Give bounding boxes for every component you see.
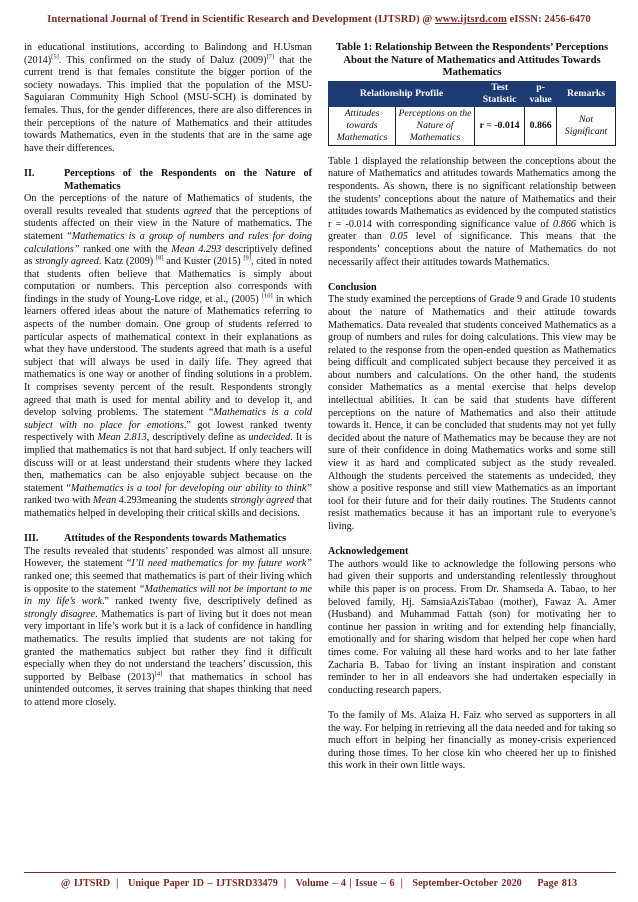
- journal-name: International Journal of Trend in Scientific Research and Development (IJTSRD) @: [47, 14, 433, 25]
- page-footer: @ IJTSRD | Unique Paper ID – IJTSRD33479 | Volume – 4 | Issue – 6 | September-October 2020 Page 813: [60, 878, 578, 889]
- footer-volume: Volume – 4 | Issue – 6: [295, 878, 395, 889]
- footer-brand: @ IJTSRD: [60, 878, 111, 889]
- table-cell: Attitudes towards Mathematics: [336, 107, 388, 143]
- paragraph: To the family of Ms. Alaiza H. Faiz who served as supporters in all the way. For helping in retrieving all the data needed and for taking so much effort in helping her financially as money-crisis experienced during those times. To her close kin who cheered her up to finished this work in their own little ways.: [328, 709, 616, 772]
- table-header: Test Statistic: [475, 81, 525, 106]
- table-row: [329, 106, 616, 145]
- conclusion-heading: Conclusion: [328, 281, 377, 293]
- paragraph: The study examined the perceptions of Grade 9 and Grade 10 students about the nature of Mathematics and their attitude towards Mathematics. Data revealed that students conceived Mathematics as a group of numbers and rules for doing calculations. This view may be related to the response from the open-ended question as Mathematics being difficult and complicated subject because they perceived it as about numbers and calculations. On the other hand, the students consider Mathematics as a mental exercise that helps develop intellectual abilities. It can be said that students have different perceptions on the nature of Mathematics and also their attitude towards it. Hence, it can be concluded that students may not yet fully decided about the nature of Mathematics may be because they are not sure of their confidence in doing Mathematics works and some still view it as hard and complicated subject as the study revealed. Although the students perceived the statements as undecided, they show a positive response and still view Mathematics as an important tool for their future and for their daily routines. The Students cannot resist mathematics because it has an important rule to everyone’s living.: [328, 294, 616, 532]
- paragraph: The results revealed that students’ responded was almost all unsure. However, the statement “I’ll need mathematics for my future work” ranked one; this seemed that mathematics is part of their living which is opposite to the statement “Mathematics will not be important to me in my life’s work.” ranked twenty five, descriptively defined as strongly disagree. Mathematics is part of living but it does not mean very important in life’s work but it is a lack of confidence in handling mathematics. The results implied that students are not taking for granted the mathematics subject but rather they find it difficult especially when they do not understand the teachers’ discussion, this supported by Belbase (2013)[4] that mathematics in school has unintended outcomes, it serves training that shapes thinking that need to attend more closely.: [24, 545, 313, 708]
- paragraph: On the perceptions of the nature of Mathematics of students, the overall results revealed that students agreed that the perceptions of students affected on their view in the Nature of mathematics. The statement “Mathematics is a group of numbers and rules for doing calculations” ranked one with the Mean 4.293 descriptively defined as strongly agreed. Katz (2009) [8] and Kuster (2015) [9], cited in noted that students often believe that Mathematics is simply about computation or numbers. This perception also corresponds with findings in the study of Young-Love ridge, et al., (2005) [10] in which learners offered ideas about the nature of Mathematics referring to aspects of the number domain. One group of students referred to particular aspects of mathematical context in their explanations as what they have understood. The students agreed that math is a useful subject that will always be used in daily life. They agreed that mathematics is one way or another of finding solutions in a problem. It comprises seventy percent of the result. Respondents strongly agreed that math is used for mental ability and to develop it, and develop solving problems. The statement “Mathematics is a cold subject with no place for emotions.” got lowest ranked twenty respectively with Mean 2.813, descriptively define as undecided. It is implied that mathematics is not that hard subject. If only teachers will discuss will or at least understand their students where they lacked then, mathematics can be also enjoyable subject because on the statement “Mathematics is a tool for developing our ability to think” ranked two with Mean 4.293meaning the students strongly agreed that mathematics helped in developing their critical skills and decisions.: [24, 193, 313, 519]
- table-cell: r = -0.014: [475, 106, 525, 145]
- table-header: p-value: [525, 81, 557, 106]
- paragraph: Table 1 displayed the relationship between the conceptions about the nature of Mathematics and attitudes towards Mathematics among the respondents. As shown, there is no significant relationship between the students’ conceptions about the nature of Mathematics and their attitudes towards Mathematics as evidenced by the computed statistics r = -0.014 with corresponding significance value of 0.866 which is greater than 0.05 level of significance. This means that the respondents’ conceptions about the nature of Mathematics do not necessarily affect their attitudes towards Mathematics.: [328, 155, 616, 268]
- table-cell: Not Significant: [564, 113, 608, 137]
- acknowledgement-heading: Acknowledgement: [328, 546, 409, 558]
- table-header: Relationship Profile: [329, 81, 475, 106]
- journal-url-link[interactable]: www.ijtsrd.com: [435, 14, 507, 25]
- right-column: [328, 42, 616, 785]
- footer-divider: [24, 872, 616, 873]
- section-heading-perceptions: II. Perceptions of the Respondents on the Nature of Mathematics: [24, 167, 312, 192]
- footer-date: September-October 2020: [412, 878, 522, 889]
- footer-paper-id: Unique Paper ID – IJTSRD33479: [127, 878, 278, 889]
- left-column: [24, 42, 312, 722]
- table-cell: 0.866: [525, 106, 557, 145]
- table-header: Remarks: [557, 81, 616, 106]
- journal-eissn: eISSN: 2456-6470: [509, 14, 591, 25]
- table-cell: Perceptions on the Nature of Mathematics: [398, 107, 472, 143]
- paragraph: in educational institutions, according to Balindong and H.Usman (2014)[5]. This confirmed on the study of Daluz (2009)[7] that the current trend is that females constitute the bigger portion of the society nowadays. This implied that the population of the MSU-Saguiaran Community High School (MSU-SCH) is dominated by females. Thus, for the gender differences, there are also differences in their perceptions of the nature of Mathematics and their attitudes towards Mathematics, even in the students that are in the same age have their differences.: [24, 42, 312, 154]
- footer-page: Page 813: [537, 878, 578, 889]
- table-caption: Table 1: Relationship Between the Respondents’ Perceptions About the Nature of Mathematics and Attitudes Towards Mathematics: [335, 42, 609, 79]
- section-heading-attitudes: III. Attitudes of the Respondents towards Mathematics: [24, 533, 287, 545]
- relationship-table: [328, 81, 616, 146]
- paragraph: The authors would like to acknowledge the following persons who had given their supports and understanding relentlessly throughout while this paper is on process. From Dr. Shamseda A. Tabao, to her beloved family, Hj. SamsiaAzisTabao (mother), Fawaz A. Amer (Husband) and Muhammad Fattah (son) for motivating her to continue her passion in writing and for extending help financially, emotionally and for sharing wisdom that helped her cope when hard times come. For valuing all these hard works and to her late father Zacharia B. Tabao for living an instant inspiration and constant reminder to her in all endeavors she had undertaken especially in conducting research papers.: [328, 558, 616, 696]
- journal-header: [0, 14, 638, 25]
